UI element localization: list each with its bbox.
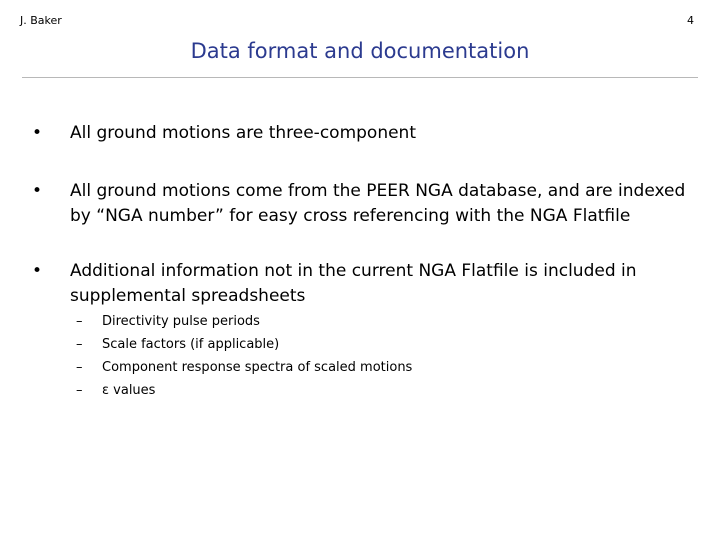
sub-bullet-marker: – (76, 314, 83, 329)
bullet-text: Additional information not in the current NGA Flatfile is included in supplemental spreadsheets (70, 261, 637, 306)
bullet-text: All ground motions are three-component (70, 123, 416, 143)
bullet-text: All ground motions come from the PEER NGA database, and are indexed by “NGA number” for easy cross referencing with the NGA Flatfile (70, 181, 686, 226)
sub-bullet-text: Scale factors (if applicable) (102, 337, 280, 352)
sub-bullet-marker: – (76, 337, 83, 352)
author-label: J. Baker (20, 14, 62, 27)
sub-bullet-marker: – (76, 383, 83, 398)
sub-bullet-marker: – (76, 360, 83, 375)
title-divider (22, 77, 698, 78)
bullet-marker: • (32, 261, 43, 281)
slide-title: Data format and documentation (190, 39, 530, 63)
bullet-marker: • (32, 123, 43, 143)
sub-bullet-text: Component response spectra of scaled motions (102, 360, 413, 375)
sub-bullet-text: Directivity pulse periods (102, 314, 260, 329)
bullet-marker: • (32, 181, 43, 201)
sub-bullet-text: ε values (102, 383, 156, 398)
page-number: 4 (687, 14, 694, 27)
